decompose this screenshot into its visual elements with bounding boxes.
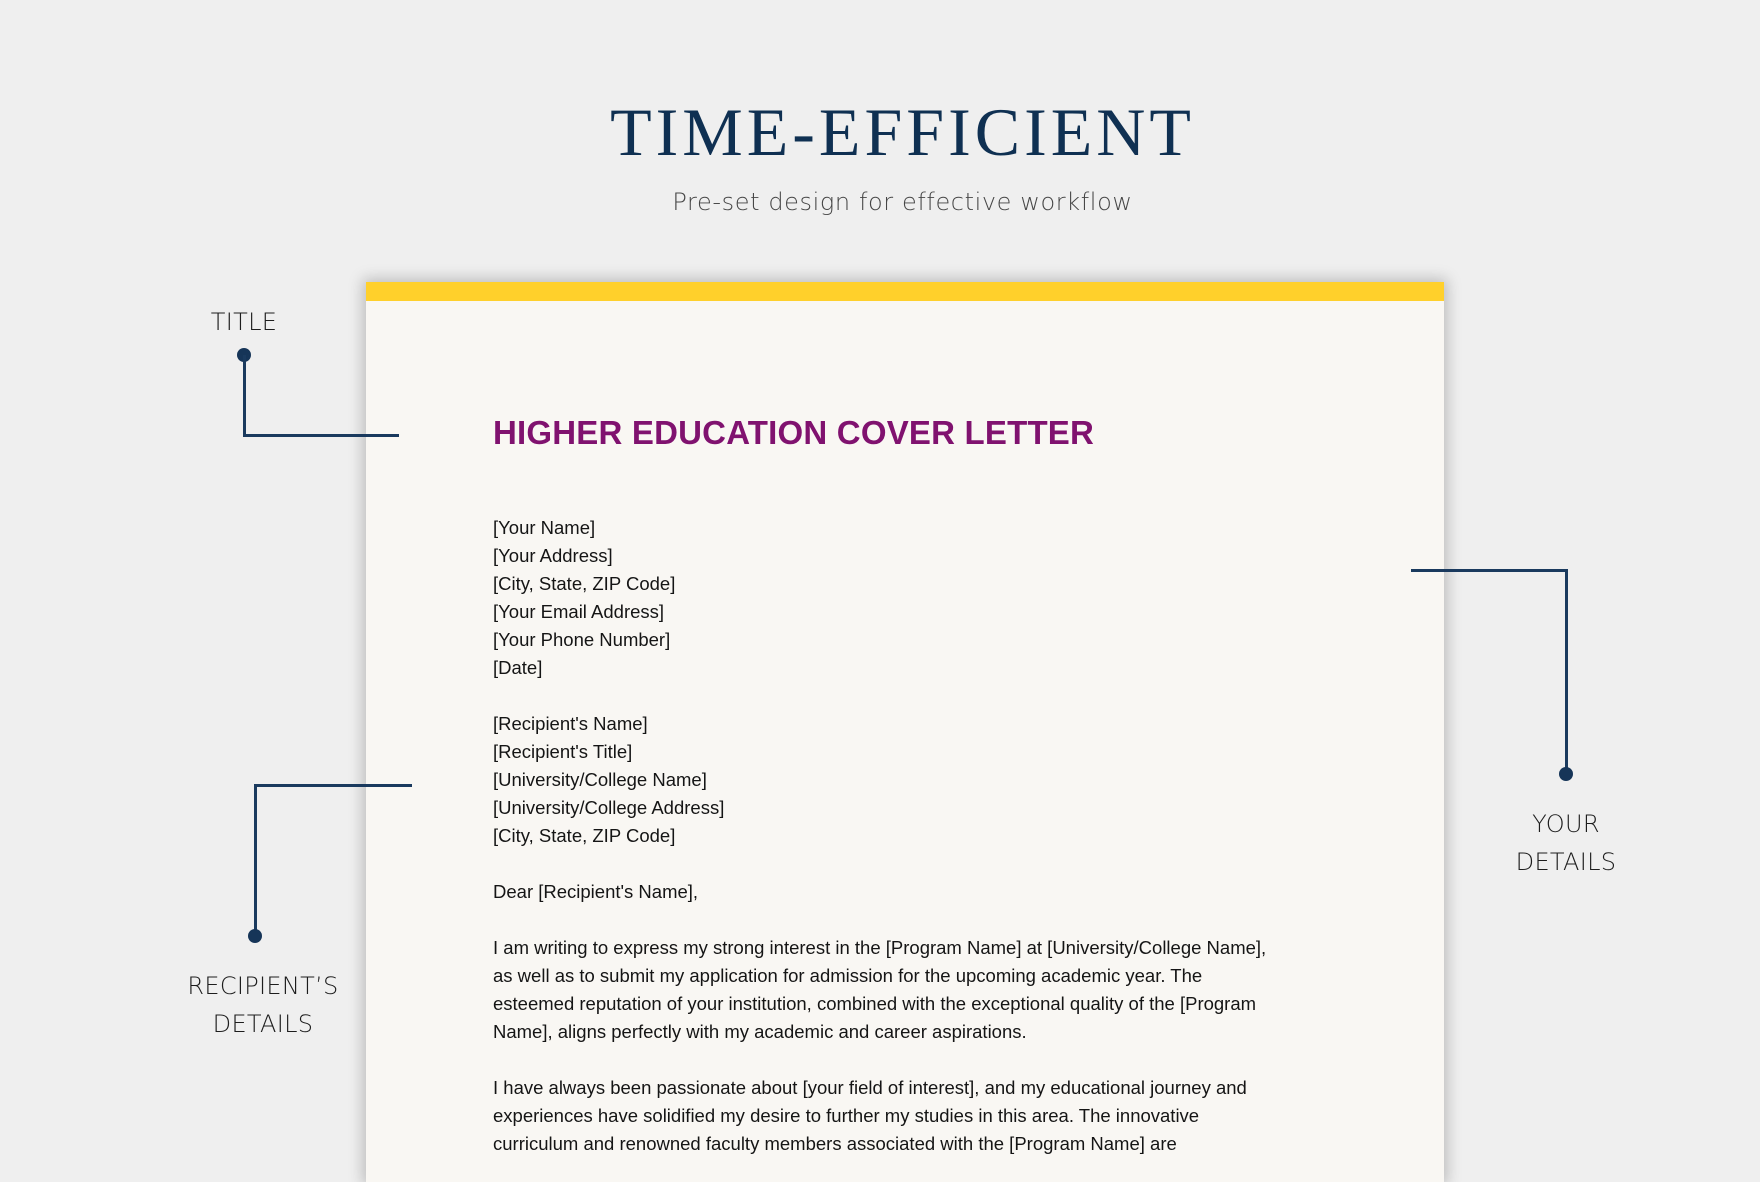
paragraph-line: esteemed reputation of your institution, combined with the exceptional quality of the [Program (493, 993, 1257, 1014)
annotation-recipient-details-label: RECIPIENT’S DETAILS (187, 972, 339, 1038)
paragraph-line: as well as to submit my application for admission for the upcoming academic year. The (493, 965, 1203, 986)
paragraph-line: Name], aligns perfectly with my academic and career aspirations. (493, 1021, 1027, 1042)
connector-line (254, 784, 412, 787)
connector-dot-icon (248, 929, 262, 943)
paragraph-1 (493, 934, 1323, 1046)
sender-email: [Your Email Address] (493, 601, 665, 622)
sender-address: [Your Address] (493, 545, 613, 566)
annotation-your-details-label: YOUR DETAILS (1515, 810, 1617, 876)
paragraph-line: I am writing to express my strong interest in the [Program Name] at [University/College Name], (493, 937, 1267, 958)
recipient-city-state-zip: [City, State, ZIP Code] (493, 825, 676, 846)
recipient-name: [Recipient's Name] (493, 713, 648, 734)
connector-line (243, 434, 399, 437)
connector-dot-icon (1559, 767, 1573, 781)
connector-line (1411, 569, 1568, 572)
document-preview (366, 282, 1444, 1182)
connector-line (254, 784, 257, 936)
connector-line (243, 355, 246, 437)
connector-line (1565, 569, 1568, 775)
sender-city-state-zip: [City, State, ZIP Code] (493, 573, 676, 594)
accent-bar (366, 282, 1444, 301)
recipient-institution-address: [University/College Address] (493, 797, 725, 818)
sender-phone: [Your Phone Number] (493, 629, 671, 650)
sender-name: [Your Name] (493, 517, 596, 538)
document-title: HIGHER EDUCATION COVER LETTER (493, 414, 1095, 451)
recipient-details (493, 710, 1323, 850)
recipient-institution: [University/College Name] (493, 769, 707, 790)
document-body (493, 514, 1323, 1158)
paragraph-2 (493, 1074, 1323, 1158)
paragraph-line: curriculum and renowned faculty members associated with the [Program Name] are (493, 1133, 1177, 1154)
hero-subtitle: Pre-set design for effective workflow (672, 188, 1133, 216)
annotation-title-label: TITLE (210, 308, 278, 336)
recipient-title: [Recipient's Title] (493, 741, 633, 762)
letter-date: [Date] (493, 657, 543, 678)
sender-details (493, 514, 1323, 682)
hero-title: TIME-EFFICIENT (610, 94, 1195, 170)
paragraph-line: I have always been passionate about [your field of interest], and my educational journey and (493, 1077, 1247, 1098)
salutation: Dear [Recipient's Name], (493, 881, 699, 902)
paragraph-line: experiences have solidified my desire to further my studies in this area. The innovative (493, 1105, 1200, 1126)
